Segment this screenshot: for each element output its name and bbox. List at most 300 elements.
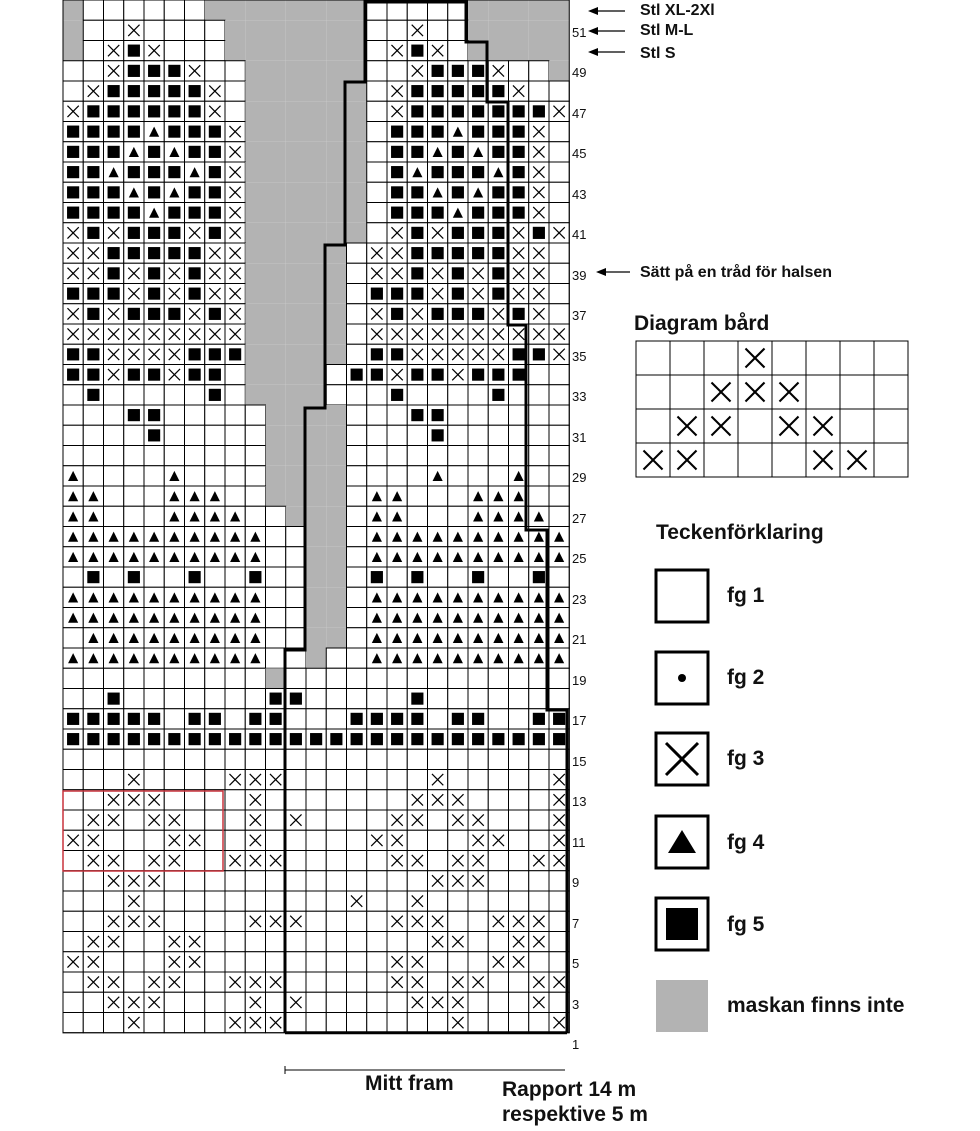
chart-cell-cell xyxy=(225,790,245,810)
chart-cell-cell xyxy=(326,770,346,790)
chart-cell-missing xyxy=(286,324,306,344)
chart-cell-cell xyxy=(185,20,205,40)
chart-cell-square xyxy=(432,308,444,320)
chart-cell-cell xyxy=(468,385,488,405)
arrow-size-ml-head xyxy=(588,27,598,35)
chart-cell-cell xyxy=(104,567,124,587)
border-cell-cell xyxy=(704,341,738,375)
chart-cell-cell xyxy=(266,952,286,972)
chart-cell-square xyxy=(492,369,504,381)
chart-cell-missing xyxy=(306,385,326,405)
chart-cell-square xyxy=(513,369,525,381)
chart-cell-cell xyxy=(245,466,265,486)
chart-cell-cell xyxy=(164,992,184,1012)
chart-cell-cell xyxy=(286,891,306,911)
chart-cell-missing xyxy=(245,20,265,40)
legend-label-missing-stitch: maskan finns inte xyxy=(727,994,905,1017)
chart-cell-cell xyxy=(266,506,286,526)
chart-cell-square xyxy=(168,126,180,138)
chart-cell-cell xyxy=(407,506,427,526)
chart-cell-cell xyxy=(326,385,346,405)
chart-cell-cell xyxy=(488,1013,508,1033)
chart-cell-cell xyxy=(347,992,367,1012)
chart-cell-square xyxy=(432,105,444,117)
chart-cell-cell xyxy=(205,851,225,871)
chart-cell-missing xyxy=(306,162,326,182)
chart-cell-square xyxy=(168,247,180,259)
chart-cell-square xyxy=(432,85,444,97)
chart-cell-cell xyxy=(529,871,549,891)
chart-cell-cell xyxy=(347,952,367,972)
chart-cell-cell xyxy=(266,790,286,810)
chart-cell-cell xyxy=(185,41,205,61)
chart-cell-cell xyxy=(225,385,245,405)
chart-cell-cell xyxy=(347,972,367,992)
chart-cell-square xyxy=(148,713,160,725)
chart-cell-cell xyxy=(245,506,265,526)
chart-cell-cell xyxy=(266,871,286,891)
chart-cell-cell xyxy=(529,405,549,425)
chart-cell-cell xyxy=(104,20,124,40)
chart-cell-square xyxy=(87,571,99,583)
chart-cell-square xyxy=(472,65,484,77)
chart-cell-missing xyxy=(266,263,286,283)
chart-cell-square xyxy=(67,369,79,381)
chart-cell-cell xyxy=(164,20,184,40)
chart-cell-cell xyxy=(407,385,427,405)
chart-cell-cell xyxy=(225,61,245,81)
chart-cell-square xyxy=(452,85,464,97)
chart-cell-cell xyxy=(529,446,549,466)
chart-cell-cell xyxy=(326,891,346,911)
chart-cell-cell xyxy=(428,668,448,688)
chart-cell-cell xyxy=(245,405,265,425)
chart-cell-cell xyxy=(225,405,245,425)
chart-cell-cell xyxy=(124,810,144,830)
chart-cell-cell xyxy=(407,830,427,850)
chart-cell-square xyxy=(189,369,201,381)
chart-cell-cell xyxy=(407,486,427,506)
chart-cell-cell xyxy=(347,344,367,364)
chart-cell-cell xyxy=(83,871,103,891)
chart-cell-cell xyxy=(367,689,387,709)
chart-cell-cell xyxy=(306,830,326,850)
chart-cell-cell xyxy=(448,41,468,61)
chart-cell-cell xyxy=(83,911,103,931)
chart-cell-square xyxy=(452,166,464,178)
chart-cell-cell xyxy=(347,567,367,587)
chart-cell-cell xyxy=(205,41,225,61)
chart-cell-cell xyxy=(448,830,468,850)
chart-cell-cell xyxy=(488,770,508,790)
row-number: 47 xyxy=(572,105,587,121)
legend-dot-icon xyxy=(678,674,686,682)
chart-cell-cell xyxy=(367,911,387,931)
chart-cell-cell xyxy=(164,567,184,587)
chart-cell-missing xyxy=(266,142,286,162)
chart-cell-cell xyxy=(549,689,569,709)
chart-cell-cell xyxy=(164,709,184,729)
chart-cell-cell xyxy=(185,810,205,830)
chart-cell-cell xyxy=(347,263,367,283)
chart-cell-cell xyxy=(225,932,245,952)
chart-cell-square xyxy=(229,733,241,745)
chart-cell-cell xyxy=(488,810,508,830)
chart-cell-cell xyxy=(205,911,225,931)
chart-cell-cell xyxy=(205,871,225,891)
chart-cell-square xyxy=(492,186,504,198)
chart-cell-missing xyxy=(286,365,306,385)
border-cell-cell xyxy=(636,375,670,409)
chart-cell-square xyxy=(67,348,79,360)
chart-cell-cell xyxy=(347,871,367,891)
chart-cell-square xyxy=(249,571,261,583)
chart-cell-square xyxy=(472,126,484,138)
chart-cell-cell xyxy=(185,911,205,931)
chart-cell-square xyxy=(128,308,140,320)
chart-cell-cell xyxy=(225,365,245,385)
chart-cell-cell xyxy=(509,1013,529,1033)
chart-cell-cell xyxy=(144,1013,164,1033)
chart-cell-cell xyxy=(124,446,144,466)
chart-cell-cell xyxy=(509,770,529,790)
chart-cell-cell xyxy=(488,972,508,992)
chart-cell-cell xyxy=(225,749,245,769)
chart-cell-cell xyxy=(387,61,407,81)
chart-cell-square xyxy=(128,85,140,97)
chart-cell-cell xyxy=(448,749,468,769)
chart-cell-missing xyxy=(286,506,306,526)
chart-cell-cell xyxy=(488,425,508,445)
chart-cell-cell xyxy=(164,871,184,891)
chart-cell-cell xyxy=(225,466,245,486)
chart-cell-cell xyxy=(164,790,184,810)
chart-cell-missing xyxy=(326,81,346,101)
chart-cell-square xyxy=(209,713,221,725)
chart-cell-cell xyxy=(347,547,367,567)
repeat-label-line2: respektive 5 m xyxy=(502,1103,648,1126)
chart-cell-square xyxy=(513,146,525,158)
chart-cell-square xyxy=(371,713,383,725)
chart-cell-missing xyxy=(286,203,306,223)
border-cell-cell xyxy=(874,375,908,409)
chart-cell-missing xyxy=(205,0,225,20)
chart-cell-cell xyxy=(488,749,508,769)
chart-cell-cell xyxy=(205,567,225,587)
chart-cell-cell xyxy=(266,648,286,668)
chart-cell-square xyxy=(533,571,545,583)
chart-cell-cell xyxy=(63,567,83,587)
chart-cell-square xyxy=(351,713,363,725)
chart-cell-cell xyxy=(144,446,164,466)
chart-cell-cell xyxy=(245,446,265,466)
chart-cell-square xyxy=(168,308,180,320)
chart-cell-cell xyxy=(104,506,124,526)
chart-cell-missing xyxy=(306,101,326,121)
chart-cell-missing xyxy=(286,101,306,121)
chart-cell-cell xyxy=(104,952,124,972)
chart-cell-cell xyxy=(367,466,387,486)
chart-cell-square xyxy=(128,207,140,219)
chart-cell-square xyxy=(492,207,504,219)
chart-cell-square xyxy=(452,146,464,158)
chart-cell-missing xyxy=(347,81,367,101)
chart-cell-square xyxy=(452,288,464,300)
chart-cell-square xyxy=(209,308,221,320)
chart-cell-missing xyxy=(266,304,286,324)
chart-cell-cell xyxy=(104,668,124,688)
chart-cell-cell xyxy=(63,932,83,952)
chart-cell-cell xyxy=(549,182,569,202)
chart-cell-missing xyxy=(225,0,245,20)
chart-cell-cell xyxy=(509,689,529,709)
chart-cell-cell xyxy=(428,1013,448,1033)
chart-cell-missing xyxy=(266,365,286,385)
chart-cell-cell xyxy=(164,668,184,688)
border-cell-cell xyxy=(874,409,908,443)
chart-cell-square xyxy=(492,267,504,279)
chart-cell-cell xyxy=(286,749,306,769)
chart-cell-square xyxy=(533,733,545,745)
chart-cell-cell xyxy=(529,466,549,486)
chart-cell-cell xyxy=(306,992,326,1012)
chart-cell-cell xyxy=(266,587,286,607)
chart-cell-square xyxy=(411,105,423,117)
chart-cell-cell xyxy=(468,1013,488,1033)
chart-cell-cell xyxy=(387,668,407,688)
row-number: 35 xyxy=(572,348,587,364)
chart-cell-missing xyxy=(286,122,306,142)
chart-cell-square xyxy=(128,571,140,583)
chart-cell-cell xyxy=(225,810,245,830)
chart-cell-cell xyxy=(104,749,124,769)
chart-cell-square xyxy=(148,409,160,421)
neck-note: Sätt på en tråd för halsen xyxy=(640,264,833,281)
chart-cell-square xyxy=(553,733,565,745)
chart-cell-square xyxy=(310,733,322,745)
chart-cell-cell xyxy=(448,466,468,486)
chart-cell-cell xyxy=(164,385,184,405)
chart-cell-square xyxy=(108,85,120,97)
chart-cell-square xyxy=(87,126,99,138)
chart-cell-cell xyxy=(306,749,326,769)
chart-cell-square xyxy=(452,105,464,117)
chart-cell-cell xyxy=(245,891,265,911)
chart-cell-cell xyxy=(448,668,468,688)
row-number: 27 xyxy=(572,510,587,526)
chart-cell-cell xyxy=(509,891,529,911)
chart-cell-missing xyxy=(245,284,265,304)
chart-cell-cell xyxy=(529,365,549,385)
chart-cell-cell xyxy=(326,932,346,952)
chart-cell-missing xyxy=(266,203,286,223)
chart-cell-cell xyxy=(164,891,184,911)
row-number: 23 xyxy=(572,591,587,607)
chart-cell-cell xyxy=(347,830,367,850)
chart-cell-cell xyxy=(347,324,367,344)
chart-cell-cell xyxy=(428,20,448,40)
chart-cell-missing xyxy=(245,101,265,121)
chart-cell-cell xyxy=(387,466,407,486)
chart-cell-missing xyxy=(347,203,367,223)
chart-cell-cell xyxy=(185,425,205,445)
chart-cell-square xyxy=(87,733,99,745)
chart-cell-cell xyxy=(347,284,367,304)
chart-cell-missing xyxy=(286,142,306,162)
chart-cell-square xyxy=(148,369,160,381)
chart-cell-cell xyxy=(326,648,346,668)
chart-cell-cell xyxy=(225,81,245,101)
chart-cell-missing xyxy=(245,61,265,81)
chart-cell-missing xyxy=(245,41,265,61)
chart-cell-cell xyxy=(509,972,529,992)
chart-cell-missing xyxy=(266,0,286,20)
chart-cell-missing xyxy=(326,122,346,142)
border-cell-cell xyxy=(874,443,908,477)
chart-cell-cell xyxy=(387,425,407,445)
chart-cell-cell xyxy=(306,972,326,992)
chart-cell-cell xyxy=(347,790,367,810)
chart-cell-cell xyxy=(225,101,245,121)
chart-cell-missing xyxy=(266,324,286,344)
chart-cell-missing xyxy=(326,61,346,81)
chart-cell-cell xyxy=(104,891,124,911)
chart-cell-cell xyxy=(63,851,83,871)
chart-cell-square xyxy=(492,288,504,300)
legend-square-icon xyxy=(666,908,698,940)
chart-cell-square xyxy=(492,146,504,158)
chart-cell-missing xyxy=(286,81,306,101)
chart-cell-square xyxy=(391,348,403,360)
chart-cell-square xyxy=(513,308,525,320)
chart-cell-square xyxy=(128,227,140,239)
chart-cell-cell xyxy=(509,749,529,769)
chart-cell-cell xyxy=(326,365,346,385)
row-number: 21 xyxy=(572,632,587,647)
chart-cell-cell xyxy=(205,790,225,810)
chart-cell-cell xyxy=(347,770,367,790)
chart-cell-square xyxy=(452,247,464,259)
chart-cell-square xyxy=(67,186,79,198)
chart-cell-missing xyxy=(326,182,346,202)
chart-cell-square xyxy=(249,733,261,745)
chart-cell-square xyxy=(411,733,423,745)
chart-cell-cell xyxy=(367,952,387,972)
chart-cell-cell xyxy=(448,405,468,425)
chart-cell-square xyxy=(432,409,444,421)
border-cell-cell xyxy=(772,341,806,375)
chart-cell-square xyxy=(472,369,484,381)
chart-cell-cell xyxy=(286,790,306,810)
chart-cell-cell xyxy=(83,41,103,61)
chart-cell-square xyxy=(209,369,221,381)
row-number: 49 xyxy=(572,65,587,80)
chart-cell-missing xyxy=(266,223,286,243)
chart-cell-square xyxy=(128,409,140,421)
chart-cell-cell xyxy=(347,628,367,648)
chart-cell-cell xyxy=(529,425,549,445)
arrow-neck-head xyxy=(596,268,606,276)
chart-cell-cell xyxy=(205,952,225,972)
chart-cell-missing xyxy=(549,41,569,61)
chart-cell-cell xyxy=(185,668,205,688)
chart-cell-cell xyxy=(549,203,569,223)
chart-cell-cell xyxy=(245,932,265,952)
row-number: 1 xyxy=(572,1037,580,1052)
chart-cell-square xyxy=(148,85,160,97)
chart-cell-cell xyxy=(185,0,205,20)
chart-cell-square xyxy=(452,267,464,279)
chart-cell-missing xyxy=(245,0,265,20)
chart-cell-cell xyxy=(448,952,468,972)
chart-cell-cell xyxy=(245,749,265,769)
chart-cell-cell xyxy=(225,709,245,729)
row-number: 43 xyxy=(572,186,587,202)
chart-cell-cell xyxy=(347,506,367,526)
chart-cell-square xyxy=(148,65,160,77)
chart-cell-missing xyxy=(306,344,326,364)
chart-cell-square xyxy=(128,247,140,259)
chart-cell-cell xyxy=(104,486,124,506)
chart-cell-cell xyxy=(205,20,225,40)
chart-cell-cell xyxy=(306,911,326,931)
chart-cell-square xyxy=(371,733,383,745)
chart-cell-square xyxy=(391,207,403,219)
chart-cell-cell xyxy=(387,932,407,952)
chart-cell-square xyxy=(209,146,221,158)
chart-cell-cell xyxy=(529,770,549,790)
chart-cell-missing xyxy=(266,41,286,61)
chart-cell-cell xyxy=(428,506,448,526)
chart-cell-square xyxy=(108,693,120,705)
chart-cell-square xyxy=(148,227,160,239)
row-number: 15 xyxy=(572,753,587,769)
chart-cell-missing xyxy=(286,243,306,263)
chart-cell-missing xyxy=(326,0,346,20)
chart-cell-missing xyxy=(326,203,346,223)
chart-cell-missing xyxy=(286,223,306,243)
chart-cell-cell xyxy=(185,891,205,911)
chart-cell-missing xyxy=(488,20,508,40)
chart-cell-cell xyxy=(225,689,245,709)
chart-cell-missing xyxy=(529,41,549,61)
chart-cell-cell xyxy=(428,749,448,769)
chart-cell-missing xyxy=(245,182,265,202)
chart-cell-missing xyxy=(286,344,306,364)
chart-cell-square xyxy=(67,713,79,725)
chart-cell-missing xyxy=(306,122,326,142)
chart-cell-cell xyxy=(549,446,569,466)
chart-cell-missing xyxy=(286,284,306,304)
chart-cell-missing xyxy=(286,61,306,81)
chart-cell-square xyxy=(87,369,99,381)
chart-cell-cell xyxy=(266,749,286,769)
chart-cell-cell xyxy=(164,1013,184,1033)
chart-cell-square xyxy=(209,126,221,138)
chart-cell-cell xyxy=(164,0,184,20)
row-number: 17 xyxy=(572,713,587,728)
chart-cell-missing xyxy=(529,0,549,20)
chart-cell-square xyxy=(148,288,160,300)
chart-cell-cell xyxy=(367,749,387,769)
row-number: 9 xyxy=(572,875,580,890)
chart-cell-cell xyxy=(164,749,184,769)
chart-cell-cell xyxy=(124,668,144,688)
chart-cell-cell xyxy=(367,932,387,952)
chart-cell-cell xyxy=(205,446,225,466)
chart-cell-cell xyxy=(367,770,387,790)
chart-cell-cell xyxy=(306,1013,326,1033)
